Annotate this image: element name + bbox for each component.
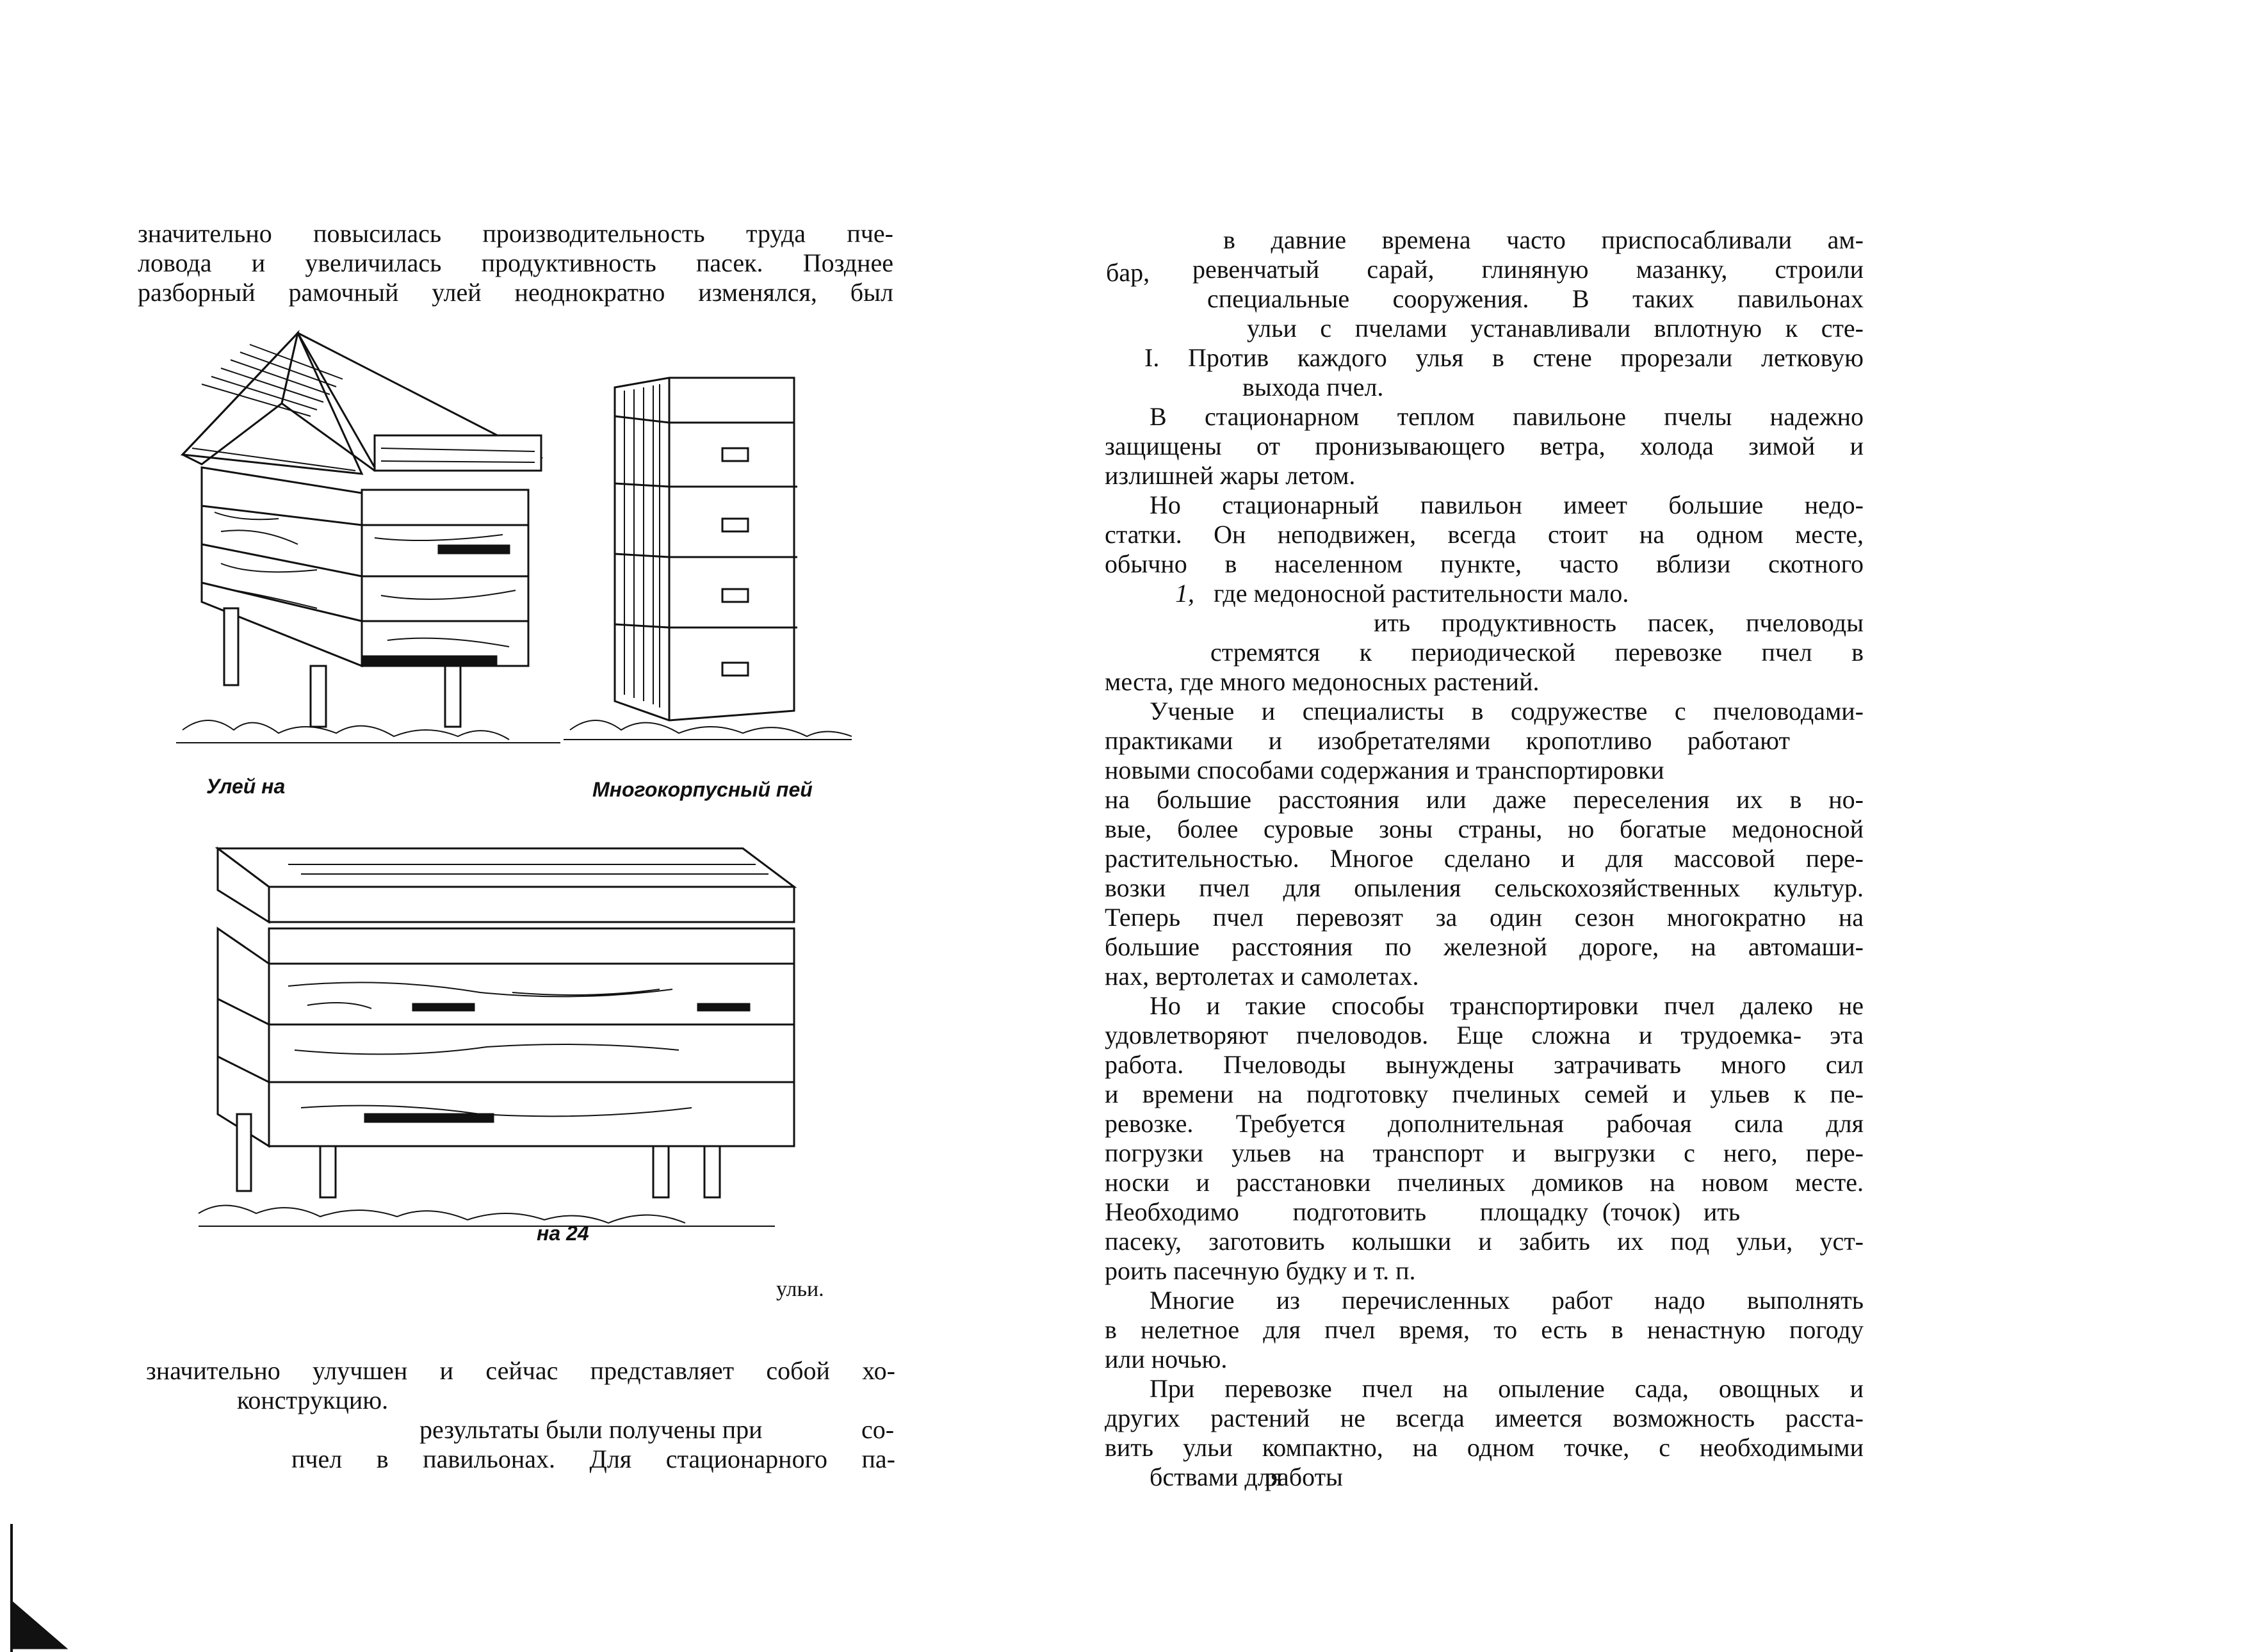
right-line-35: пасеку, заготовить колышки и забить их под ульи, уст-	[1105, 1227, 1864, 1256]
horizontal-lounger-hive-illustration	[192, 839, 813, 1236]
right-line-25: большие расстояния по железной дороге, на автомаши-	[1105, 932, 1864, 961]
right-line-24: Теперь пчел перевозят за один сезон многократно на	[1105, 903, 1864, 932]
right-line-43a: бствами для	[1150, 1462, 1283, 1491]
right-line-12: обычно в населенном пункте, часто вблизи скотного	[1105, 549, 1864, 578]
caption-note: ульи.	[776, 1277, 824, 1301]
right-line-38: в нелетное для пчел время, то есть в ненастную погоду	[1105, 1315, 1864, 1344]
right-line-5: I. Против каждого улья в стене прорезали летковую	[1144, 343, 1864, 372]
right-line-39: или ночью.	[1105, 1345, 1228, 1373]
right-line-18: практиками и изобретателями кропотливо работают	[1105, 726, 1790, 755]
caption-multibody-hive: Многокорпусный пей	[592, 778, 813, 801]
right-line-34a: Необходимо подготовить площадку	[1105, 1197, 1588, 1226]
left-bottom-line-1: значительно улучшен и сейчас представляет собой хо-	[146, 1356, 895, 1385]
right-line-34c: ить	[1703, 1197, 1741, 1226]
right-line-20: на большие расстояния или даже переселения их в но-	[1105, 785, 1864, 814]
scan-corner-mark	[0, 1524, 70, 1652]
right-line-17: Ученые и специалисты в содружестве с пчеловодами-	[1150, 697, 1864, 725]
left-bottom-line-2: конструкцию.	[237, 1386, 389, 1414]
right-line-26: нах, вертолетах и самолетах.	[1105, 962, 1419, 991]
left-bottom-line-3b: со-	[861, 1415, 895, 1444]
right-line-2: ревенчатый сарай, глиняную мазанку, строили	[1192, 255, 1864, 284]
right-line-8: защищены от пронизывающего ветра, холода зимой и	[1105, 432, 1864, 460]
left-top-line-2: ловода и увеличилась продуктивность пасек. Позднее	[138, 248, 893, 277]
right-line-32: погрузки ульев на транспорт и выгрузки с него, пере-	[1105, 1138, 1864, 1167]
left-top-line-3: разборный рамочный улей неоднократно изменялся, был	[138, 278, 893, 307]
right-line-19: новыми способами содержания и транспортировки	[1105, 756, 1664, 784]
right-line-28: удовлетворяют пчеловодов. Еще сложна и трудоемка- эта	[1105, 1021, 1864, 1049]
right-line-2a: бар,	[1106, 258, 1150, 287]
left-top-line-1: значительно повысилась производительность труда пче-	[138, 219, 893, 248]
caption-gable-hive: Улей на	[206, 775, 286, 798]
right-line-11: статки. Он неподвижен, всегда стоит на одном месте,	[1105, 520, 1864, 549]
right-line-22: растительностью. Многое сделано и для массовой пере-	[1105, 844, 1864, 873]
right-line-7: В стационарном теплом павильоне пчелы надежно	[1150, 402, 1864, 431]
right-line-15: стремятся к периодической перевозке пчел в	[1210, 638, 1864, 667]
right-line-10: Но стационарный павильон имеет большие недо-	[1150, 490, 1864, 519]
left-bottom-line-3: результаты были получены при	[419, 1415, 763, 1444]
gable-roof-hive-illustration	[163, 320, 560, 756]
right-line-6: выхода пчел.	[1242, 373, 1384, 401]
right-line-13a: 1,	[1175, 579, 1194, 608]
right-line-42: вить ульи компактно, на одном точке, с необходимыми	[1105, 1433, 1864, 1462]
right-line-31: ревозке. Требуется дополнительная рабочая сила для	[1105, 1109, 1864, 1138]
right-line-30: и времени на подготовку пчелиных семей и ульев к пе-	[1105, 1080, 1864, 1108]
right-line-23: возки пчел для опыления сельскохозяйственных культур.	[1105, 873, 1864, 902]
right-line-16: места, где много медоносных растений.	[1105, 667, 1540, 696]
left-bottom-line-4: пчел в павильонах. Для стационарного па-	[291, 1445, 895, 1473]
right-line-4: ульи с пчелами устанавливали вплотную к сте-	[1247, 314, 1864, 343]
right-line-9: излишней жары летом.	[1105, 461, 1356, 490]
right-line-41: других растений не всегда имеется возможность расста-	[1105, 1404, 1864, 1432]
multi-body-hive-illustration	[557, 371, 858, 743]
right-line-40: При перевозке пчел на опыление сада, овощных и	[1150, 1374, 1864, 1403]
right-line-29: работа. Пчеловоды вынуждены затрачивать много сил	[1105, 1050, 1864, 1079]
right-line-34b: (точок)	[1602, 1197, 1681, 1226]
right-line-21: вые, более суровые зоны страны, но богатые медоносной	[1105, 814, 1864, 843]
right-line-33: носки и расстановки пчелиных домиков на новом месте.	[1105, 1168, 1864, 1197]
right-line-37: Многие из перечисленных работ надо выполнять	[1150, 1286, 1864, 1315]
caption-figure-number: на 24	[537, 1222, 589, 1245]
right-line-1: в давние времена часто приспосабливали ам-	[1223, 225, 1864, 254]
right-line-43b: работы	[1265, 1462, 1343, 1491]
right-line-13: где медоносной растительности мало.	[1214, 579, 1629, 608]
right-line-36: роить пасечную будку и т. п.	[1105, 1256, 1416, 1285]
right-line-27: Но и такие способы транспортировки пчел далеко не	[1150, 991, 1864, 1020]
right-line-3: специальные сооружения. В таких павильонах	[1207, 284, 1864, 313]
right-line-14: ить продуктивность пасек, пчеловоды	[1374, 608, 1864, 637]
